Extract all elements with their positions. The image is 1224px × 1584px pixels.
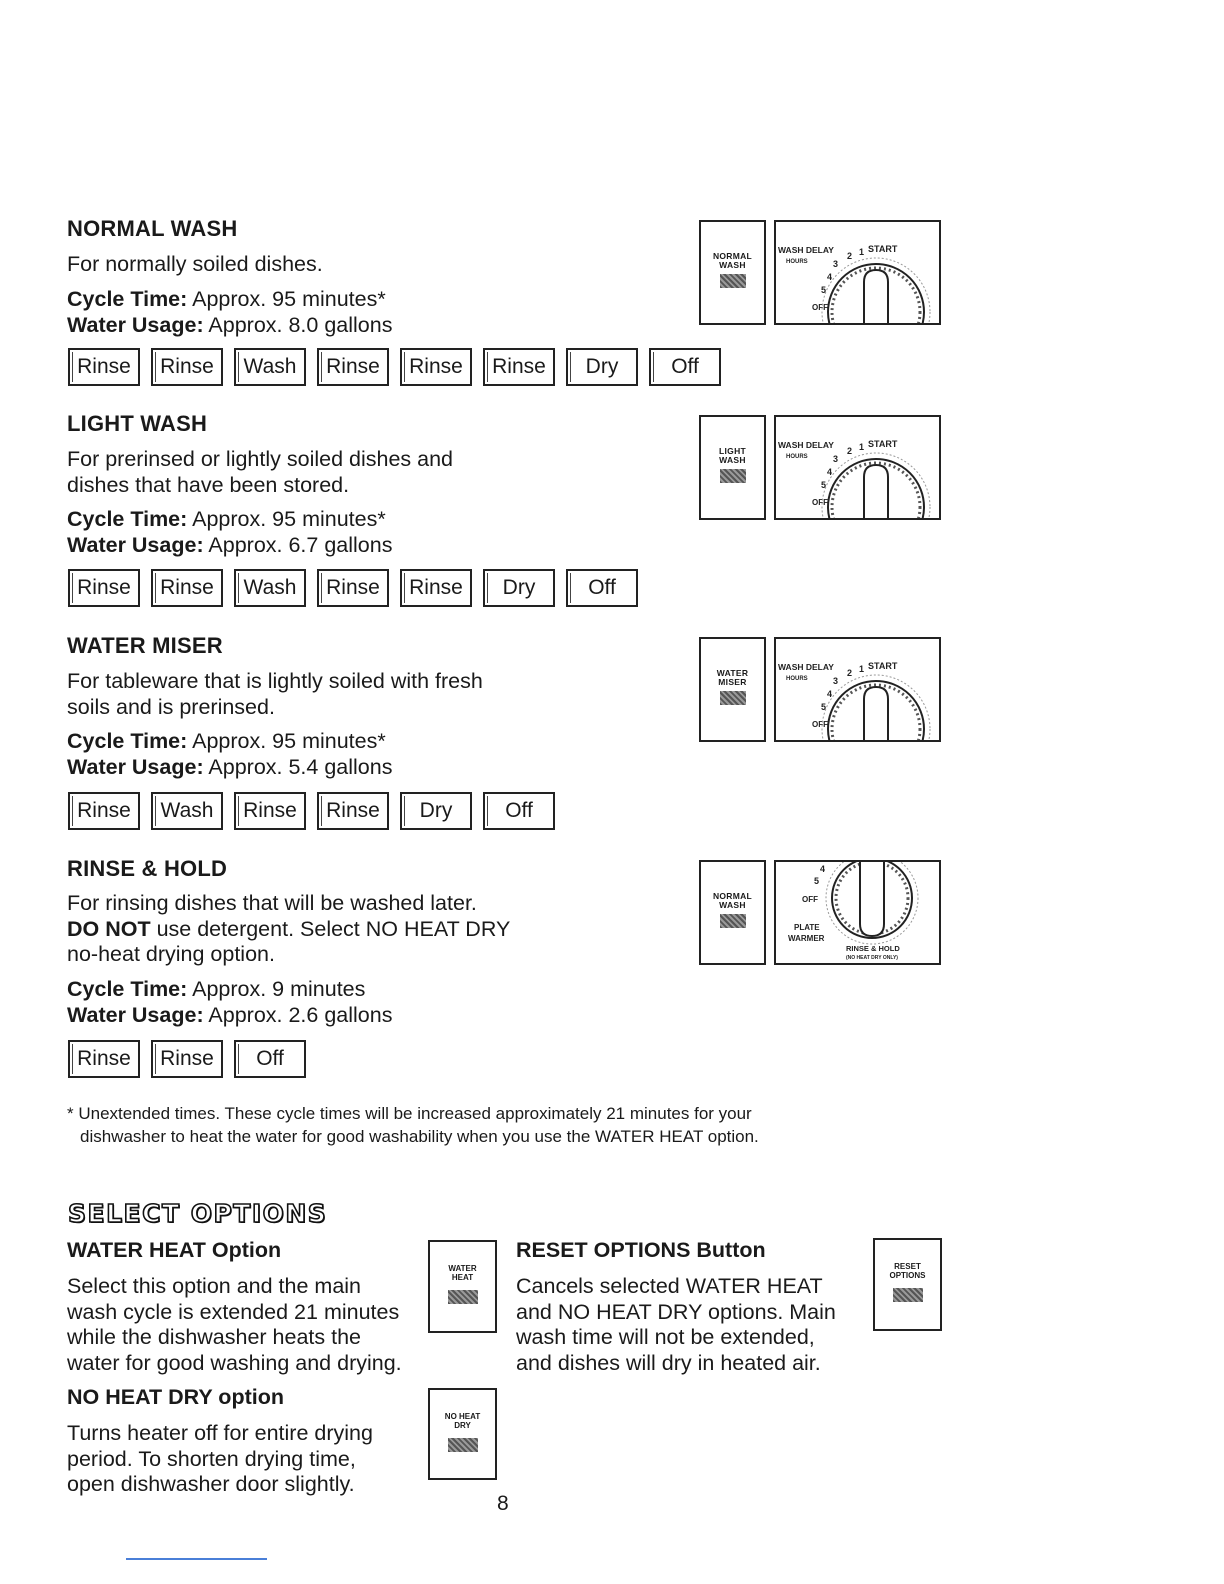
no-heat-dry-button-illustration: NO HEAT DRY (428, 1388, 497, 1480)
rinse-hold-button-illustration: NORMAL WASH (699, 860, 766, 965)
water-miser-description: For tableware that is lightly soiled with fresh soils and is prerinsed. (67, 669, 483, 719)
step: Rinse (68, 1040, 140, 1078)
no-heat-dry-description: Turns heater off for entire drying period. To shorten drying time, open dishwasher door slightly. (67, 1421, 373, 1496)
step: Rinse (68, 792, 140, 830)
light-wash-water-usage: Water Usage: Approx. 6.7 gallons (67, 533, 393, 557)
svg-text:(NO HEAT DRY ONLY): (NO HEAT DRY ONLY) (846, 955, 898, 961)
step: Rinse (400, 348, 472, 386)
light-wash-heading: LIGHT WASH (67, 411, 208, 436)
svg-text:START: START (868, 439, 898, 449)
water-miser-button-illustration: WATER MISER (699, 637, 766, 742)
reset-options-button-illustration: RESET OPTIONS (873, 1238, 942, 1331)
svg-text:4: 4 (827, 689, 833, 699)
normal-wash-steps (68, 348, 732, 386)
delay-start-dial-illustration (774, 415, 941, 520)
rinse-hold-heading: RINSE & HOLD (67, 856, 228, 881)
svg-text:PLATE: PLATE (794, 923, 820, 932)
rinse-hold-water-usage: Water Usage: Approx. 2.6 gallons (67, 1003, 393, 1027)
rinse-hold-steps (68, 1040, 317, 1078)
footnote: * Unextended times. These cycle times will be increased approximately 21 minutes for your dishwasher to heat the water for good washability when you use the WATER HEAT option. (67, 1104, 759, 1146)
svg-text:2: 2 (847, 251, 853, 261)
step: Rinse (234, 792, 306, 830)
svg-text:WASH DELAY: WASH DELAY (778, 440, 834, 450)
step: Rinse (151, 348, 223, 386)
normal-wash-description: For normally soiled dishes. (67, 252, 323, 276)
reset-options-heading: RESET OPTIONS Button (516, 1238, 766, 1262)
svg-text:HOURS: HOURS (786, 259, 808, 265)
svg-text:OFF: OFF (812, 720, 828, 729)
svg-text:OFF: OFF (812, 303, 828, 312)
svg-text:3: 3 (833, 259, 839, 269)
light-wash-description: For prerinsed or lightly soiled dishes and dishes that have been stored. (67, 447, 454, 497)
light-wash-cycle-time: Cycle Time: Approx. 95 minutes* (67, 507, 386, 531)
step: Rinse (317, 348, 389, 386)
water-heat-description: Select this option and the main wash cycle is extended 21 minutes while the dishwasher heats the water for good washing and drying. (67, 1274, 402, 1375)
indicator-light-icon (720, 274, 746, 288)
svg-text:START: START (868, 244, 898, 254)
svg-text:2: 2 (847, 668, 853, 678)
reset-options-description: Cancels selected WATER HEAT and NO HEAT DRY options. Main wash time will not be extended, and dishes will dry in heated air. (516, 1274, 836, 1375)
step: Rinse (317, 569, 389, 607)
normal-wash-heading: NORMAL WASH (67, 216, 238, 241)
step: Off (566, 569, 638, 607)
rinse-hold-cycle-time: Cycle Time: Approx. 9 minutes (67, 977, 366, 1001)
page-number: 8 (497, 1492, 509, 1515)
svg-text:WARMER: WARMER (788, 934, 825, 943)
water-miser-cycle-time: Cycle Time: Approx. 95 minutes* (67, 729, 386, 753)
normal-wash-button-illustration: NORMAL WASH (699, 220, 766, 325)
svg-text:WASH DELAY: WASH DELAY (778, 245, 834, 255)
svg-text:4: 4 (820, 864, 826, 874)
step: Wash (234, 569, 306, 607)
step: Dry (483, 569, 555, 607)
step: Dry (400, 792, 472, 830)
indicator-light-icon (720, 691, 746, 705)
step: Wash (234, 348, 306, 386)
svg-text:1: 1 (859, 442, 865, 452)
indicator-light-icon (448, 1290, 478, 1304)
delay-start-dial-illustration (774, 220, 941, 325)
svg-text:3: 3 (833, 676, 839, 686)
svg-text:3: 3 (833, 454, 839, 464)
step: Dry (566, 348, 638, 386)
step: Rinse (68, 348, 140, 386)
light-wash-button-illustration: LIGHT WASH (699, 415, 766, 520)
water-heat-heading: WATER HEAT Option (67, 1238, 282, 1262)
step: Rinse (317, 792, 389, 830)
step: Off (234, 1040, 306, 1078)
step: Rinse (400, 569, 472, 607)
svg-text:OFF: OFF (812, 498, 828, 507)
water-miser-water-usage: Water Usage: Approx. 5.4 gallons (67, 755, 393, 779)
svg-text:OFF: OFF (802, 895, 818, 904)
svg-text:HOURS: HOURS (786, 454, 808, 460)
svg-text:5: 5 (821, 702, 827, 712)
step: Wash (151, 792, 223, 830)
svg-text:5: 5 (814, 876, 820, 886)
rinse-hold-dial-illustration (774, 860, 941, 965)
step: Off (483, 792, 555, 830)
indicator-light-icon (720, 914, 746, 928)
water-heat-button-illustration: WATER HEAT (428, 1240, 497, 1333)
svg-text:START: START (868, 661, 898, 671)
water-miser-heading: WATER MISER (67, 633, 223, 658)
delay-start-dial-illustration (774, 637, 941, 742)
svg-text:RINSE & HOLD: RINSE & HOLD (846, 944, 900, 953)
no-heat-dry-heading: NO HEAT DRY option (67, 1385, 284, 1409)
normal-wash-water-usage: Water Usage: Approx. 8.0 gallons (67, 313, 393, 337)
svg-text:4: 4 (827, 272, 833, 282)
svg-text:5: 5 (821, 285, 827, 295)
svg-text:WASH DELAY: WASH DELAY (778, 662, 834, 672)
indicator-light-icon (893, 1288, 923, 1302)
select-options-title: SELECT OPTIONS (68, 1199, 328, 1228)
divider (126, 1558, 267, 1560)
indicator-light-icon (720, 469, 746, 483)
step: Rinse (151, 1040, 223, 1078)
step: Rinse (483, 348, 555, 386)
rinse-hold-description: For rinsing dishes that will be washed later. DO NOT use detergent. Select NO HEAT DRY no-heat drying option. (67, 891, 511, 966)
svg-text:2: 2 (847, 446, 853, 456)
svg-text:1: 1 (859, 664, 865, 674)
light-wash-steps (68, 569, 649, 607)
svg-text:1: 1 (859, 247, 865, 257)
svg-text:5: 5 (821, 480, 827, 490)
step: Rinse (68, 569, 140, 607)
step: Off (649, 348, 721, 386)
normal-wash-cycle-time: Cycle Time: Approx. 95 minutes* (67, 287, 386, 311)
svg-text:HOURS: HOURS (786, 676, 808, 682)
indicator-light-icon (448, 1438, 478, 1452)
water-miser-steps (68, 792, 566, 830)
step: Rinse (151, 569, 223, 607)
svg-text:4: 4 (827, 467, 833, 477)
